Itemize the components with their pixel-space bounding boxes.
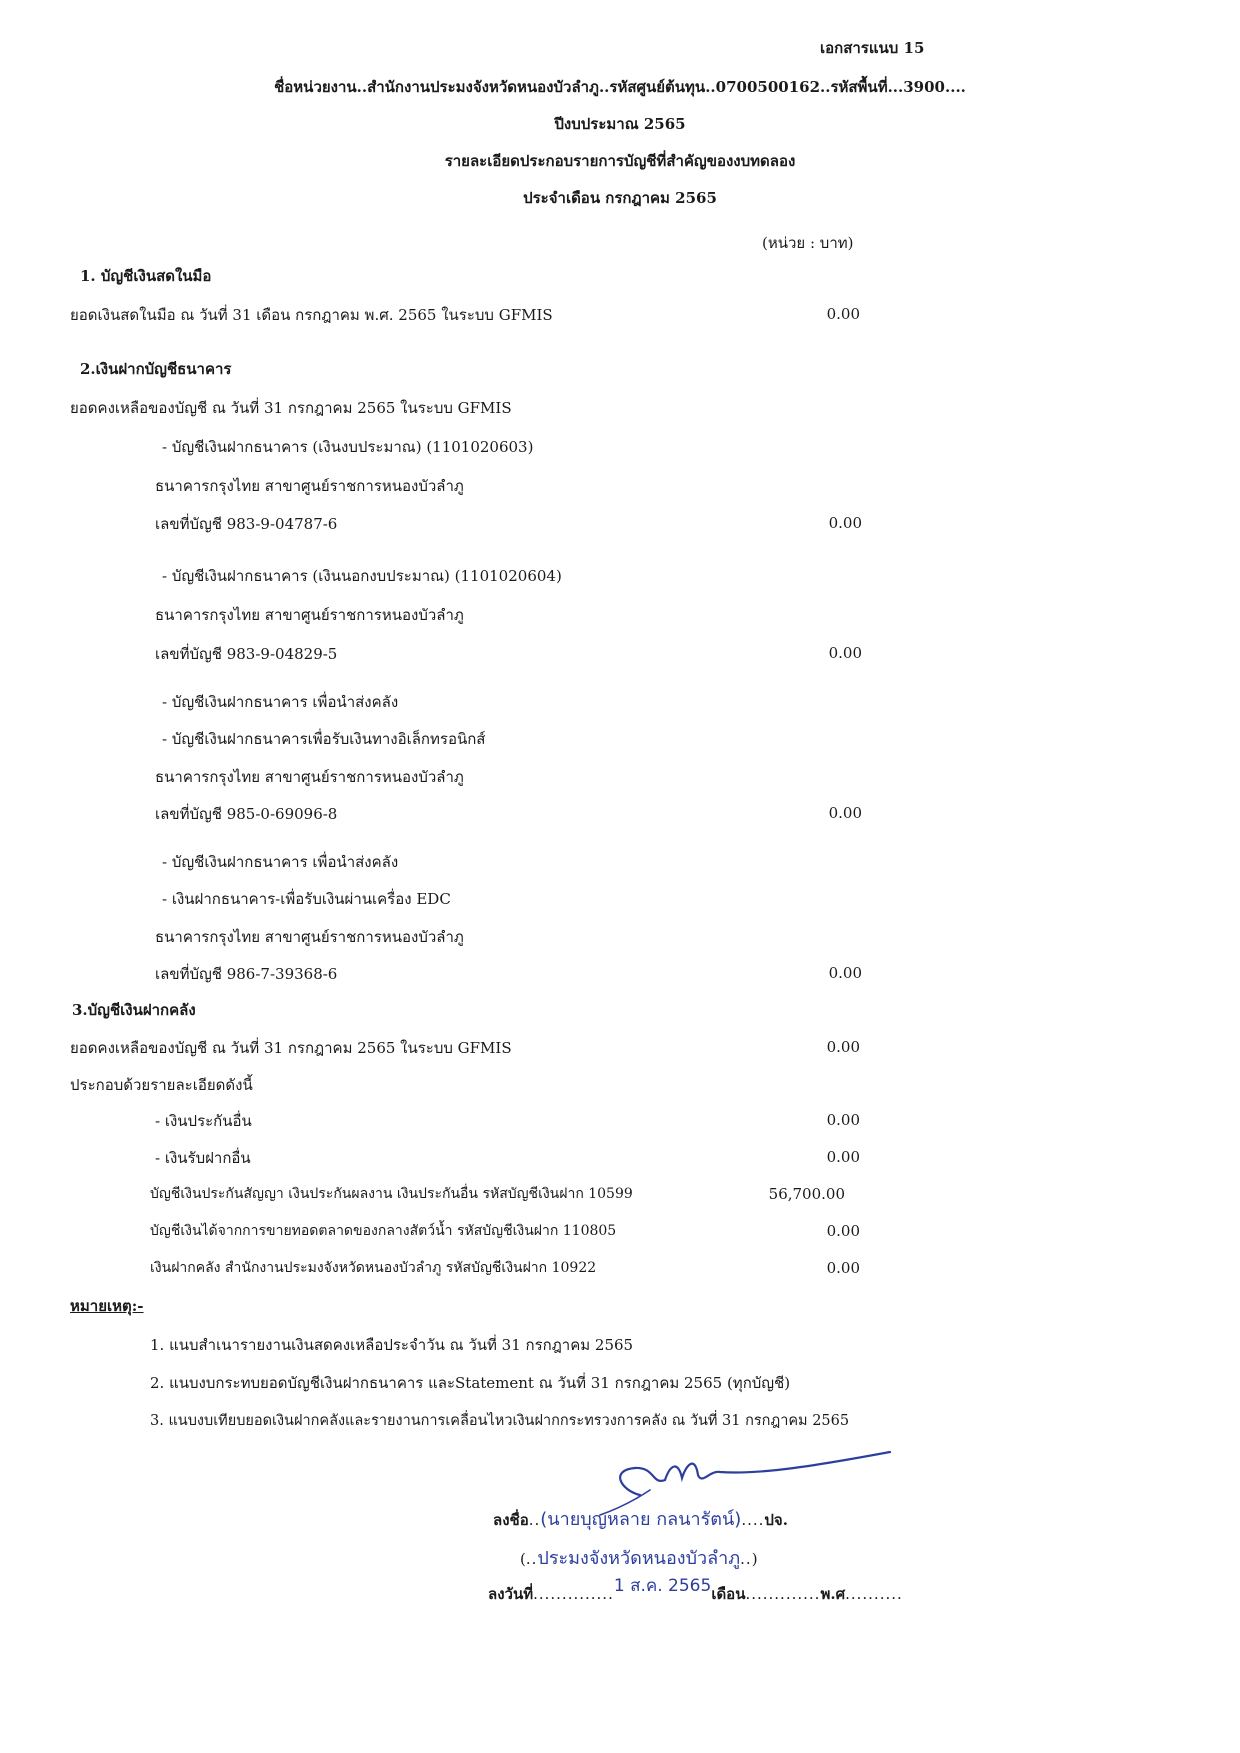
account1-amount: 0.00 bbox=[828, 514, 862, 532]
account4-amount: 0.00 bbox=[828, 964, 862, 982]
signature-line: ลงชื่อ..(นายบุญหลาย กลนารัตน์)....ปจ. bbox=[493, 1509, 788, 1530]
account1-title: - บัญชีเงินฝากธนาคาร (เงินงบประมาณ) (1101020603) bbox=[162, 438, 534, 456]
section3-item-label: - เงินรับฝากอื่น bbox=[155, 1149, 251, 1167]
section3-amount: 0.00 bbox=[826, 1038, 860, 1056]
header-month: ประจำเดือน กรกฎาคม 2565 bbox=[523, 189, 717, 207]
unit-label: (หน่วย : บาท) bbox=[762, 234, 854, 252]
signatory-position: ประมงจังหวัดหนองบัวลำภู bbox=[537, 1548, 741, 1569]
section3-item-amount: 56,700.00 bbox=[768, 1185, 845, 1203]
sign-suffix: ปจ. bbox=[764, 1511, 788, 1529]
section3-detail-intro: ประกอบด้วยรายละเอียดดังนี้ bbox=[70, 1076, 253, 1094]
section2-title: 2.เงินฝากบัญชีธนาคาร bbox=[80, 360, 232, 378]
header-agency-line: ชื่อหน่วยงาน..สำนักงานประมงจังหวัดหนองบัวลำภู..รหัสศูนย์ต้นทุน..0700500162..รหัสพื้นที่...3900.... bbox=[274, 78, 966, 96]
section3-item-amount: 0.00 bbox=[826, 1148, 860, 1166]
account4-number: เลขที่บัญชี 986-7-39368-6 bbox=[155, 965, 338, 983]
account1-bank: ธนาคารกรุงไทย สาขาศูนย์ราชการหนองบัวลำภู bbox=[155, 477, 464, 495]
month-label: เดือน bbox=[711, 1585, 746, 1603]
year-label: พ.ศ bbox=[820, 1585, 846, 1603]
date-prefix: ลงวันที่ bbox=[488, 1585, 534, 1603]
account4-title: - บัญชีเงินฝากธนาคาร เพื่อนำส่งคลัง bbox=[162, 853, 399, 871]
section1-amount: 0.00 bbox=[826, 305, 860, 323]
account2-title: - บัญชีเงินฝากธนาคาร (เงินนอกงบประมาณ) (1101020604) bbox=[162, 567, 562, 585]
remark-item: 3. แนบงบเทียบยอดเงินฝากคลังและรายงานการเคลื่อนไหวเงินฝากกระทรวงการคลัง ณ วันที่ 31 กรกฎาคม 2565 bbox=[150, 1413, 850, 1429]
section1-title: 1. บัญชีเงินสดในมือ bbox=[80, 267, 212, 285]
account4-bank: ธนาคารกรุงไทย สาขาศูนย์ราชการหนองบัวลำภู bbox=[155, 928, 464, 946]
section2-desc: ยอดคงเหลือของบัญชี ณ วันที่ 31 กรกฎาคม 2565 ในระบบ GFMIS bbox=[70, 399, 512, 417]
account3-subtitle: - บัญชีเงินฝากธนาคารเพื่อรับเงินทางอิเล็กทรอนิกส์ bbox=[162, 730, 486, 748]
header-report-title: รายละเอียดประกอบรายการบัญชีที่สำคัญของงบทดลอง bbox=[444, 152, 796, 170]
remarks-title: หมายเหตุ:- bbox=[70, 1297, 144, 1315]
remark-item: 2. แนบงบกระทบยอดบัญชีเงินฝากธนาคาร และStatement ณ วันที่ 31 กรกฎาคม 2565 (ทุกบัญชี) bbox=[150, 1374, 791, 1392]
account2-number: เลขที่บัญชี 983-9-04829-5 bbox=[155, 645, 338, 663]
section3-item-amount: 0.00 bbox=[826, 1259, 860, 1277]
section3-item-label: บัญชีเงินได้จากการขายทอดตลาดของกลางสัตว์น้ำ รหัสบัญชีเงินฝาก 110805 bbox=[150, 1223, 617, 1239]
section3-item-label: เงินฝากคลัง สำนักงานประมงจังหวัดหนองบัวลำภู รหัสบัญชีเงินฝาก 10922 bbox=[150, 1260, 597, 1276]
account3-bank: ธนาคารกรุงไทย สาขาศูนย์ราชการหนองบัวลำภู bbox=[155, 768, 464, 786]
attachment-label: เอกสารแนบ 15 bbox=[820, 39, 925, 57]
header-fiscal-year: ปีงบประมาณ 2565 bbox=[554, 115, 686, 133]
sign-date: 1 ส.ค. 2565 bbox=[613, 1576, 712, 1596]
account2-bank: ธนาคารกรุงไทย สาขาศูนย์ราชการหนองบัวลำภู bbox=[155, 606, 464, 624]
signatory-name: (นายบุญหลาย กลนารัตน์) bbox=[540, 1509, 742, 1530]
account3-title: - บัญชีเงินฝากธนาคาร เพื่อนำส่งคลัง bbox=[162, 693, 399, 711]
section3-desc: ยอดคงเหลือของบัญชี ณ วันที่ 31 กรกฎาคม 2565 ในระบบ GFMIS bbox=[70, 1039, 512, 1057]
account1-number: เลขที่บัญชี 983-9-04787-6 bbox=[155, 515, 338, 533]
position-line: (..ประมงจังหวัดหนองบัวลำภู..) bbox=[520, 1548, 758, 1569]
account4-subtitle: - เงินฝากธนาคาร-เพื่อรับเงินผ่านเครื่อง EDC bbox=[162, 890, 451, 908]
date-line: ลงวันที่..............1 ส.ค. 2565เดือน.............พ.ศ.......... bbox=[488, 1576, 903, 1603]
account3-number: เลขที่บัญชี 985-0-69096-8 bbox=[155, 805, 338, 823]
section3-title: 3.บัญชีเงินฝากคลัง bbox=[72, 1001, 196, 1019]
section3-item-label: - เงินประกันอื่น bbox=[155, 1112, 252, 1130]
account2-amount: 0.00 bbox=[828, 644, 862, 662]
remark-item: 1. แนบสำเนารายงานเงินสดคงเหลือประจำวัน ณ วันที่ 31 กรกฎาคม 2565 bbox=[150, 1336, 634, 1354]
section1-desc: ยอดเงินสดในมือ ณ วันที่ 31 เดือน กรกฎาคม พ.ศ. 2565 ในระบบ GFMIS bbox=[70, 306, 553, 324]
section3-item-amount: 0.00 bbox=[826, 1222, 860, 1240]
section3-item-amount: 0.00 bbox=[826, 1111, 860, 1129]
sign-prefix: ลงชื่อ bbox=[493, 1511, 529, 1529]
account3-amount: 0.00 bbox=[828, 804, 862, 822]
section3-item-label: บัญชีเงินประกันสัญญา เงินประกันผลงาน เงินประกันอื่น รหัสบัญชีเงินฝาก 10599 bbox=[150, 1186, 633, 1202]
